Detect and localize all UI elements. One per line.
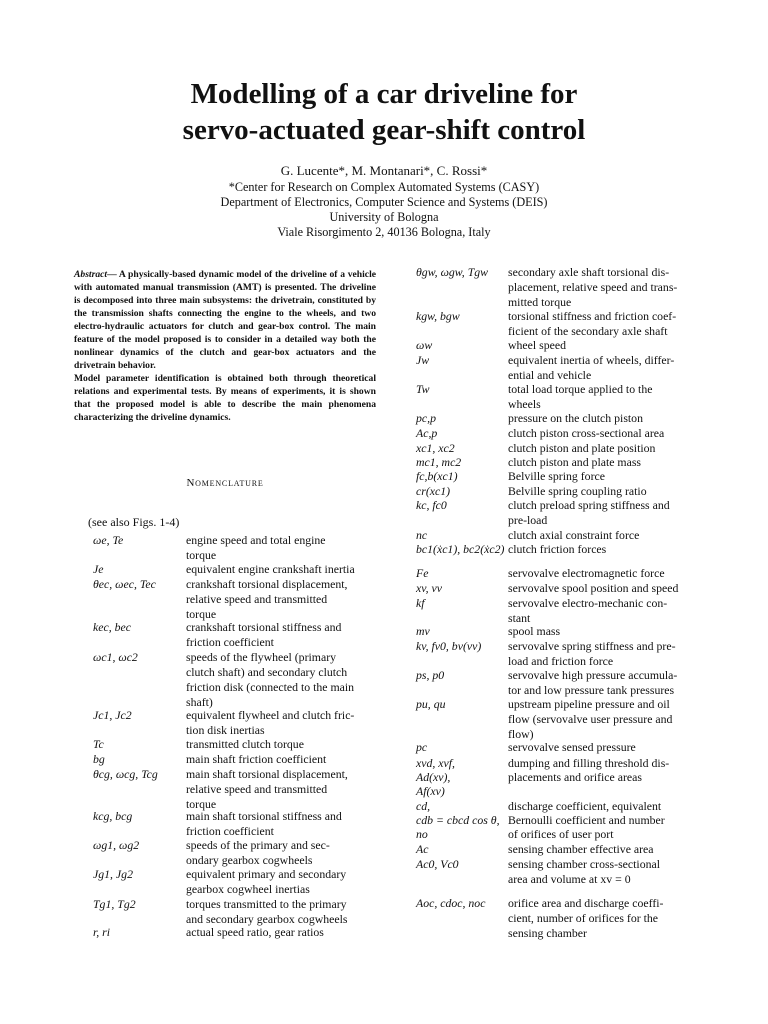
description-line: torque [186, 607, 217, 621]
description-line: Bernoulli coefficient and number [508, 813, 665, 827]
abstract-paragraph-1 [74, 268, 376, 372]
description-line: gearbox cogwheel inertias [186, 882, 310, 896]
description-line: crankshaft torsional stiffness and [186, 620, 342, 634]
description-line: clutch piston and plate mass [508, 455, 642, 469]
description-line: engine speed and total engine [186, 533, 326, 547]
description-line: crankshaft torsional displacement, [186, 577, 348, 591]
nomenclature-description [186, 737, 372, 752]
nomenclature-symbol: kf [416, 596, 425, 610]
description-line: ondary gearbox cogwheels [186, 853, 313, 867]
description-line: pre-load [508, 513, 548, 527]
nomenclature-description [508, 441, 694, 456]
description-line: total load torque applied to the [508, 382, 653, 396]
nomenclature-description [186, 577, 372, 622]
nomenclature-symbol: kcg, bcg [93, 809, 133, 823]
nomenclature-symbol: no [416, 827, 428, 841]
nomenclature-symbol: xc1, xc2 [416, 441, 455, 455]
affiliation-line: *Center for Research on Complex Automated Systems (CASY) [228, 180, 540, 194]
nomenclature-description [186, 650, 372, 710]
nomenclature-description [508, 542, 694, 557]
description-line: ential and vehicle [508, 368, 592, 382]
see-also-note: (see also Figs. 1-4) [88, 515, 180, 529]
nomenclature-symbol: Tc [93, 737, 104, 751]
abstract-text-1: — A physically-based dynamic model of the driveline of a vehicle with automated manual transmission (AMT) is presented. The driveline is decomposed into three main subsystems: the drivetrain, constituted by the transmission shafts connecting the engine to the wheels, and two electro-hydraulic actuators for clutch and gear-box control. The main feature of the model proposed is to consider in a detailed way both the nonlinear dynamics of the clutch and gear-box actuators and the drivetrain behavior. [74, 269, 376, 371]
description-line: and secondary gearbox cogwheels [186, 912, 348, 926]
nomenclature-symbol: Ac0, Vc0 [416, 857, 459, 871]
nomenclature-symbol: ps, p0 [416, 668, 445, 682]
description-line: clutch axial constraint force [508, 528, 640, 542]
description-line: stant [508, 611, 531, 625]
nomenclature-symbol: xvd, xvf, [416, 756, 455, 770]
nomenclature-description [508, 484, 694, 499]
description-line: pressure on the clutch piston [508, 411, 643, 425]
nomenclature-symbol: Aoc, cdoc, noc [416, 896, 486, 910]
description-line: shaft) [186, 695, 213, 709]
description-line: orifice area and discharge coeffi- [508, 896, 664, 910]
nomenclature-symbol: ωg1, ωg2 [93, 838, 140, 852]
description-line: equivalent flywheel and clutch fric- [186, 708, 355, 722]
nomenclature-description [186, 620, 372, 650]
affiliations [0, 180, 768, 240]
nomenclature-description [508, 265, 694, 310]
description-line: actual speed ratio, gear ratios [186, 925, 324, 939]
nomenclature-symbol: kgw, bgw [416, 309, 460, 323]
description-line: torsional stiffness and friction coef- [508, 309, 677, 323]
description-line: speeds of the primary and sec- [186, 838, 330, 852]
description-line: of orifices of user port [508, 827, 614, 841]
nomenclature-description [186, 867, 372, 897]
affiliation-line: Viale Risorgimento 2, 40136 Bologna, Italy [277, 225, 491, 239]
description-line: torques transmitted to the primary [186, 897, 347, 911]
nomenclature-heading: Nomenclature [186, 477, 264, 489]
nomenclature-description [186, 562, 372, 577]
nomenclature-symbol: Tw [416, 382, 430, 396]
nomenclature-description [508, 813, 694, 828]
nomenclature-description [508, 740, 694, 755]
description-line: main shaft torsional displacement, [186, 767, 348, 781]
nomenclature-symbol: pc [416, 740, 428, 754]
description-line: discharge coefficient, equivalent [508, 799, 662, 813]
description-line: relative speed and transmitted [186, 592, 328, 606]
description-line: friction coefficient [186, 824, 274, 838]
description-line: servovalve electromagnetic force [508, 566, 665, 580]
nomenclature-symbol: Af(xv) [416, 784, 445, 798]
description-line: flow (servovalve user pressure and [508, 712, 673, 726]
description-line: servovalve sensed pressure [508, 740, 636, 754]
nomenclature-description [508, 668, 694, 698]
nomenclature-symbol: ωc1, ωc2 [93, 650, 138, 664]
description-line: main shaft torsional stiffness and [186, 809, 342, 823]
nomenclature-symbol: xv, vv [416, 581, 442, 595]
nomenclature-description [508, 857, 694, 887]
nomenclature-symbol: Je [93, 562, 104, 576]
nomenclature-symbol: nc [416, 528, 428, 542]
nomenclature-description [508, 827, 694, 842]
description-line: speeds of the flywheel (primary [186, 650, 337, 664]
paper-title [0, 76, 768, 148]
nomenclature-description [508, 455, 694, 470]
description-line: spool mass [508, 624, 561, 638]
nomenclature-description [508, 581, 694, 596]
nomenclature-description [508, 697, 694, 742]
nomenclature-symbol: Ad(xv), [416, 770, 451, 784]
description-line: wheels [508, 397, 541, 411]
description-line: flow) [508, 727, 534, 741]
description-line: clutch friction forces [508, 542, 607, 556]
nomenclature-symbol: kv, fv0, bv(vv) [416, 639, 482, 653]
description-line: servovalve spool position and speed [508, 581, 679, 595]
nomenclature-description [186, 533, 372, 563]
nomenclature-description [508, 842, 694, 857]
description-line: cient, number of orifices for the [508, 911, 659, 925]
nomenclature-symbol: Ac [416, 842, 429, 856]
description-line: clutch piston and plate position [508, 441, 656, 455]
nomenclature-description [508, 596, 694, 626]
nomenclature-symbol: r, ri [93, 925, 111, 939]
affiliation-line: Department of Electronics, Computer Science and Systems (DEIS) [220, 195, 548, 209]
description-line: upstream pipeline pressure and oil [508, 697, 670, 711]
nomenclature-description [508, 411, 694, 426]
description-line: tion disk inertias [186, 723, 265, 737]
nomenclature-symbol: θgw, ωgw, Tgw [416, 265, 489, 279]
nomenclature-description [508, 469, 694, 484]
abstract-label: Abstract [74, 269, 108, 280]
description-line: servovalve spring stiffness and pre- [508, 639, 676, 653]
nomenclature-description [186, 767, 372, 812]
nomenclature-symbol: Jc1, Jc2 [93, 708, 132, 722]
description-line: friction disk (connected to the main [186, 680, 355, 694]
nomenclature-symbol: ωe, Te [93, 533, 124, 547]
nomenclature-description [508, 353, 694, 383]
affiliation-line: University of Bologna [329, 210, 439, 224]
description-line: equivalent engine crankshaft inertia [186, 562, 355, 576]
description-line: transmitted clutch torque [186, 737, 304, 751]
nomenclature-description [186, 752, 372, 767]
nomenclature-description [508, 770, 694, 785]
description-line: wheel speed [508, 338, 566, 352]
nomenclature-symbol: Ac,p [416, 426, 438, 440]
nomenclature-symbol: Jw [416, 353, 430, 367]
authors: G. Lucente*, M. Montanari*, C. Rossi* [280, 163, 488, 178]
description-line: friction coefficient [186, 635, 274, 649]
nomenclature-symbol: Tg1, Tg2 [93, 897, 136, 911]
description-line: secondary axle shaft torsional dis- [508, 265, 670, 279]
abstract [74, 268, 376, 424]
title-line-1: Modelling of a car driveline for [190, 78, 578, 110]
description-line: servovalve high pressure accumula- [508, 668, 678, 682]
nomenclature-description [508, 528, 694, 543]
nomenclature-description [508, 896, 694, 941]
description-line: load and friction force [508, 654, 614, 668]
description-line: area and volume at xv = 0 [508, 872, 631, 886]
nomenclature-description [508, 382, 694, 412]
nomenclature-symbol: pc,p [416, 411, 436, 425]
nomenclature-description [186, 925, 372, 940]
nomenclature-symbol: Fe [416, 566, 429, 580]
nomenclature-description [186, 809, 372, 839]
nomenclature-symbol: cr(xc1) [416, 484, 451, 498]
nomenclature-symbol: cdb = cbcd cos θ, [416, 813, 500, 827]
description-line: sensing chamber cross-sectional [508, 857, 661, 871]
description-line: Belville spring force [508, 469, 605, 483]
nomenclature-description [508, 338, 694, 353]
nomenclature-description [186, 708, 372, 738]
nomenclature-description [186, 897, 372, 927]
description-line: ficient of the secondary axle shaft [508, 324, 668, 338]
nomenclature-description [186, 838, 372, 868]
nomenclature-description [508, 756, 694, 771]
description-line: mitted torque [508, 295, 572, 309]
description-line: equivalent primary and secondary [186, 867, 347, 881]
description-line: equivalent inertia of wheels, differ- [508, 353, 675, 367]
nomenclature-symbol: fc,b(xc1) [416, 469, 458, 483]
nomenclature-description [508, 498, 694, 528]
title-line-2: servo-actuated gear-shift control [182, 114, 586, 146]
nomenclature-symbol: bc1(ẋc1), bc2(ẋc2) [416, 542, 505, 556]
nomenclature-symbol: pu, qu [416, 697, 446, 711]
nomenclature-symbol: mc1, mc2 [416, 455, 462, 469]
nomenclature-description [508, 799, 694, 814]
abstract-paragraph-2: Model parameter identification is obtained both through theoretical relations and experimental tests. By means of experiments, it is shown that the proposed model is able to describe the main phenomena characterizing the driveline dynamics. [74, 373, 376, 423]
nomenclature-symbol: cd, [416, 799, 431, 813]
nomenclature-description [508, 566, 694, 581]
description-line: clutch piston cross-sectional area [508, 426, 665, 440]
nomenclature-symbol: θcg, ωcg, Tcg [93, 767, 158, 781]
nomenclature-symbol: kec, bec [93, 620, 131, 634]
description-line: sensing chamber [508, 926, 587, 940]
nomenclature-description [508, 309, 694, 339]
nomenclature-symbol: ωw [416, 338, 433, 352]
nomenclature-description [508, 426, 694, 441]
nomenclature-description [508, 639, 694, 669]
nomenclature-description [508, 624, 694, 639]
description-line: clutch shaft) and secondary clutch [186, 665, 348, 679]
description-line: tor and low pressure tank pressures [508, 683, 675, 697]
nomenclature-symbol: Jg1, Jg2 [93, 867, 133, 881]
nomenclature-symbol: θec, ωec, Tec [93, 577, 156, 591]
description-line: main shaft friction coefficient [186, 752, 327, 766]
description-line: relative speed and transmitted [186, 782, 328, 796]
nomenclature-symbol: kc, fc0 [416, 498, 447, 512]
nomenclature-symbol: bg [93, 752, 105, 766]
nomenclature-symbol: mv [416, 624, 430, 638]
description-line: placements and orifice areas [508, 770, 642, 784]
description-line: Belville spring coupling ratio [508, 484, 647, 498]
description-line: sensing chamber effective area [508, 842, 654, 856]
description-line: dumping and filling threshold dis- [508, 756, 670, 770]
description-line: torque [186, 548, 217, 562]
description-line: torque [186, 797, 217, 811]
description-line: clutch preload spring stiffness and [508, 498, 670, 512]
description-line: placement, relative speed and trans- [508, 280, 678, 294]
description-line: servovalve electro-mechanic con- [508, 596, 668, 610]
